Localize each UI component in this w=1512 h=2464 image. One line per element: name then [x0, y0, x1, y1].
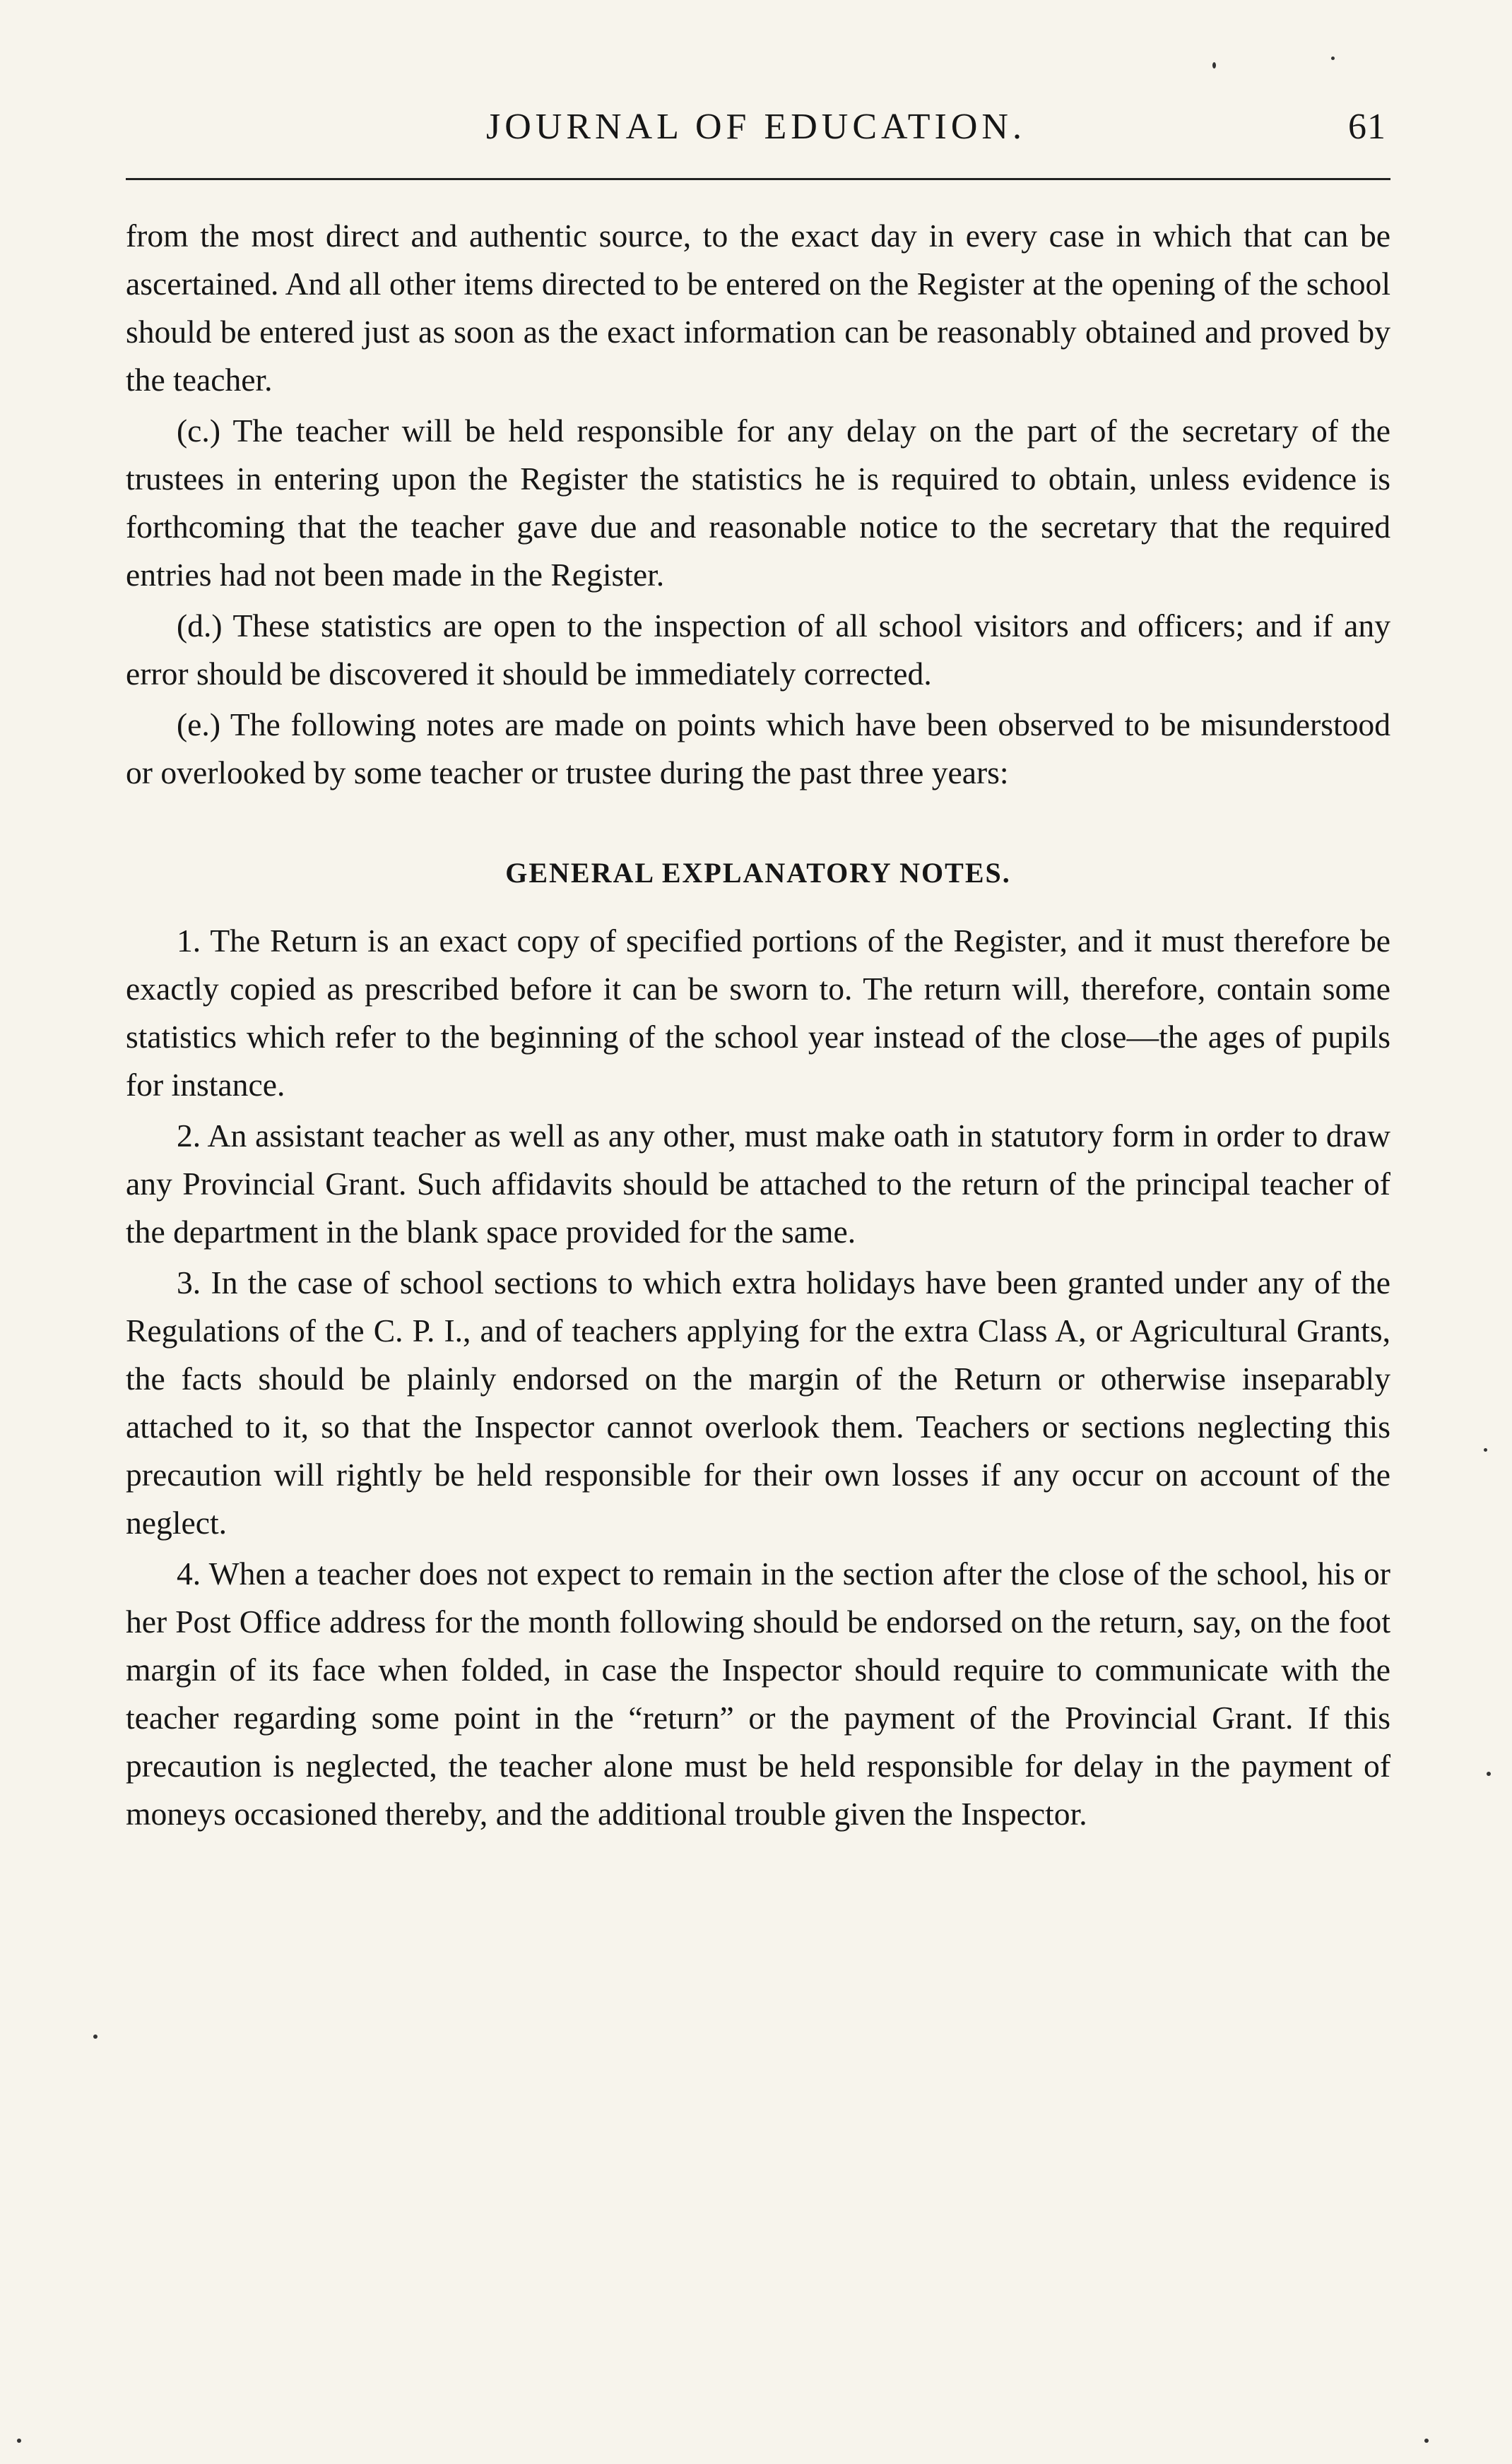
scan-speck [1331, 57, 1335, 60]
scan-speck [1212, 62, 1216, 69]
scan-speck [1487, 1772, 1491, 1776]
note-3 [126, 1259, 1390, 1547]
scan-speck [1484, 1448, 1487, 1452]
paragraph-d: (d.) These statistics are open to the inspection of all school visitors and officers; and if any error should be discovered it should be immediately corrected. [126, 608, 1390, 692]
note-4 [126, 1550, 1390, 1838]
scan-speck [1424, 2439, 1429, 2443]
note-number: 3. [177, 1264, 201, 1301]
note-text: In the case of school sections to which extra holidays have been granted under any of the Regulations of the C. P. I., and of teachers applying for the extra Class A, or Agricultural Grants, the facts should be plainly endorsed on the margin of the Return or otherwise inseparably attached to it, so that the Inspector cannot overlook them. Teachers or sections neglecting this precaution will rightly be held responsible for their own losses if any occur on account of the neglect. [126, 1264, 1390, 1541]
note-number: 4. [177, 1556, 201, 1592]
section-heading: GENERAL EXPLANATORY NOTES. [505, 857, 1011, 889]
note-text: The Return is an exact copy of specified portions of the Register, and it must therefore be exactly copied as prescribed before it can be sworn to. The return will, therefore, contain some statistics which refer to the beginning of the school year instead of the close—the ages of pupils for instance. [126, 923, 1390, 1103]
paragraph-e: (e.) The following notes are made on points which have been observed to be misunderstood or overlooked by some teacher or trustee during the past three years: [126, 706, 1390, 790]
page-body [126, 212, 1390, 1838]
note-text: An assistant teacher as well as any other, must make oath in statutory form in order to draw any Provincial Grant. Such affidavits should be attached to the return of the principal teacher of the department in the blank space provided for the same. [126, 1118, 1390, 1250]
note-number: 1. [177, 923, 201, 959]
continuation-paragraph: from the most direct and authentic source, to the exact day in every case in which that can be ascertained. And all other items directed to be entered on the Register at the opening of the school should be entered just as soon as the exact information can be reasonably obtained and proved by the teacher. [126, 218, 1390, 398]
paragraph-c: (c.) The teacher will be held responsible for any delay on the part of the secretary of the trustees in entering upon the Register the statistics he is required to obtain, unless evidence is forthcoming that the teacher gave due and reasonable notice to the secretary that the required entries had not been made in the Register. [126, 413, 1390, 593]
scan-speck [93, 2034, 98, 2039]
note-2 [126, 1112, 1390, 1256]
running-head [0, 106, 1512, 162]
note-number: 2. [177, 1118, 201, 1154]
header-rule [126, 178, 1390, 180]
note-text: When a teacher does not expect to remain in the section after the close of the school, his or her Post Office address for the month following should be endorsed on the return, say, on the foot margin of its face when folded, in case the Inspector should require to communicate with the teacher regarding some point in the “return” or the payment of the Provincial Grant. If this precaution is neglected, the teacher alone must be held responsible for delay in the payment of moneys occasioned thereby, and the additional trouble given the Inspector. [126, 1556, 1390, 1832]
page-number: 61 [1348, 107, 1386, 147]
scan-speck [17, 2439, 21, 2443]
journal-title: JOURNAL OF EDUCATION. [486, 107, 1026, 147]
note-1 [126, 917, 1390, 1109]
